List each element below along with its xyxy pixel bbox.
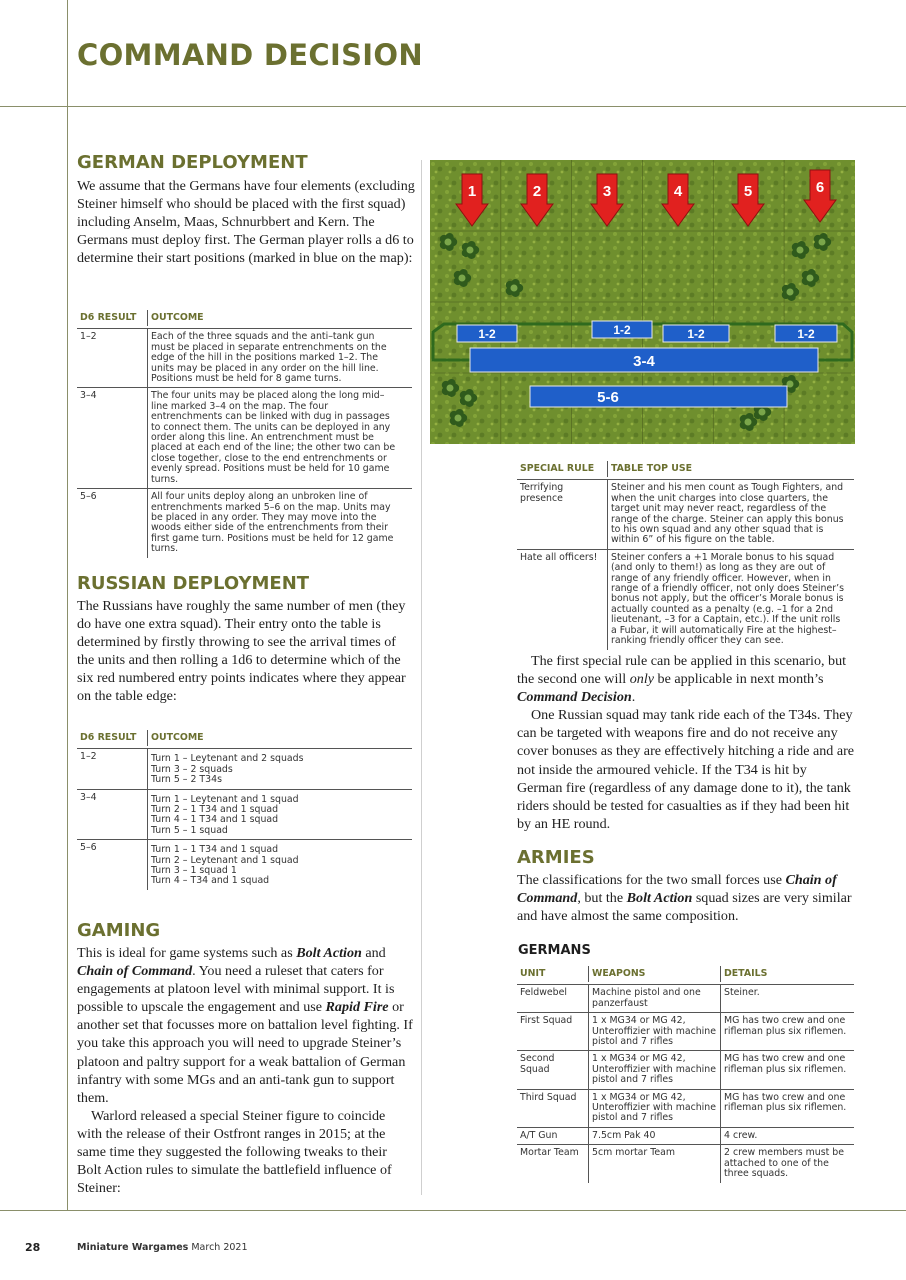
table-cell: Steiner confers a +1 Morale bonus to his squad (and only to them!) as long as they are out of range of any friendly officer. However, when in range of a friendly officer, not only does Steiner’s bonus not apply, but the officer’s Morale bonus is actually counted as a penalty (e.g. –1 for a 2nd lieutenant, –3 for a Captain, etc.). If the unit rolls a Fubar, it will automatically Fire at the highest–ranking friendly officer they can see. (607, 550, 854, 650)
table-header (517, 458, 854, 480)
title-chain-of-command: Chain of Command (77, 963, 193, 980)
table-row (77, 749, 412, 789)
table-cell: 3–4 (80, 791, 97, 803)
russian-deployment-table (77, 727, 412, 890)
table-cell: 5cm mortar Team (588, 1145, 720, 1182)
armies-text (517, 871, 855, 925)
column-header: TABLE TOP USE (607, 461, 854, 477)
table-cell: 4 crew. (720, 1128, 854, 1144)
column-header: OUTCOME (147, 310, 412, 326)
table-cell: Machine pistol and one panzerfaust (588, 985, 720, 1012)
table-cell: Turn 1 – Leytenant and 1 squad Turn 2 – 1 T34 and 1 squad Turn 4 – 1 T34 and 1 squad Turn 5 – 1 squad (147, 790, 412, 840)
column-header: DETAILS (720, 966, 854, 982)
text-run: The classifications for the two small forces use (517, 872, 786, 888)
title-bolt-action: Bolt Action (626, 890, 693, 907)
left-margin-rule (67, 0, 68, 1210)
german-deployment-table (77, 307, 412, 558)
text-run: or another set that focusses more on battalion level fighting. If you take this approach you will need to upgrade Steiner’s platoon and paltry support for a weak battalion of German infantry with some MGs and an anti-tank gun to support them. (77, 999, 413, 1106)
table-row (77, 329, 412, 388)
table-cell: Turn 1 – 1 T34 and 1 squad Turn 2 – Leytenant and 1 squad Turn 3 – 1 squad 1 Turn 4 – T34 and 1 squad (147, 840, 412, 890)
russian-deployment-paragraph: The Russians have roughly the same number of men (they do have one extra squad). Their entry onto the table is determined by firstly throwing to see the arrival times of the units and then rolling a 1d6 to determine which of the six red numbered entry points indicates where they appear on the table edge: (77, 598, 406, 705)
entry-point-label: 6 (815, 179, 825, 196)
gaming-paragraph-2: Warlord released a special Steiner figure to coincide with the release of their Ostfront ranges in 2015; at the same time they suggested the following tweaks to their Bolt Action rules to simulate the battlefield influence of Steiner: (77, 1107, 392, 1197)
gaming-text (77, 944, 413, 1197)
table-cell: 1 x MG34 or MG 42, Unteroffizier with machine pistol and 7 rifles (588, 1090, 720, 1127)
table-cell: 3–4 (80, 390, 97, 402)
table-header (77, 727, 412, 749)
german-deployment-paragraph: We assume that the Germans have four elements (excluding Steiner himself who should be placed with the first squad) including Anselm, Maas, Schnurbbert and Kern. The Germans must deploy first. The German player rolls a d6 to determine their start positions (marked in blue on the map): (77, 178, 415, 267)
magazine-name: Miniature Wargames (77, 1242, 189, 1253)
table-cell: MG has two crew and one rifleman plus six riflemen. (720, 1013, 854, 1050)
german-deployment-heading: GERMAN DEPLOYMENT (77, 152, 308, 173)
table-header (77, 307, 412, 329)
table-cell: Hate all officers! (520, 551, 598, 563)
page-number: 28 (25, 1241, 41, 1254)
hill-position-label: 1-2 (687, 327, 705, 341)
table-row (517, 1013, 854, 1051)
title-bolt-action: Bolt Action (296, 945, 362, 961)
table-cell: 1–2 (80, 751, 97, 763)
table-cell: Steiner. (720, 985, 854, 1012)
column-header: OUTCOME (147, 730, 412, 746)
lower-zone-label: 5-6 (597, 389, 619, 406)
column-header: D6 RESULT (80, 312, 137, 323)
column-header: UNIT (520, 968, 546, 979)
column-header: SPECIAL RULE (520, 463, 595, 474)
armies-paragraph (517, 871, 855, 925)
battlefield-map (430, 160, 855, 444)
text-run: be applicable in next month’s (654, 671, 824, 688)
table-row (77, 489, 412, 557)
lower-zone (530, 386, 787, 407)
table-cell: All four units deploy along an unbroken line of entrenchments marked 5–6 on the map. Units may be placed in any order. They may move into the woods either side of the entrenchments from their first game turn. Positions must be held for 12 game turns. (147, 489, 412, 557)
armies-heading: ARMIES (517, 847, 595, 868)
tank-ride-paragraph: One Russian squad may tank ride each of the T34s. They can be targeted with weapons fire and do not receive any cover bonuses as they are effectively hitching a ride and are not inside the armoured vehicle. If the T34 is hit by German fire (regardless of any damage done to it), the tank riders should be tested for casualties as if they had been hit by an HE round. (517, 707, 855, 832)
special-rule-paragraph (517, 652, 855, 706)
title-rapid-fire: Rapid Fire (325, 999, 389, 1016)
table-header (517, 963, 854, 985)
table-cell: Steiner and his men count as Tough Fighters, and when the unit charges into close quarters, the target unit may never react, regardless of the range of the charge. Steiner can apply this bonus to his own squad and any other squad that is within 6” of his figure on the table. (607, 480, 854, 548)
table-cell: Second Squad (520, 1053, 555, 1075)
text-run: , but the (577, 890, 627, 907)
emphasis-only: only (629, 671, 654, 688)
right-column-text (517, 652, 855, 833)
table-cell: Each of the three squads and the anti–tank gun must be placed in separate entrenchments on the edge of the hill in the positions marked 1–2. The units may be placed in any order on the hill line. Positions must be held for 8 game turns. (147, 329, 412, 387)
table-row (517, 1090, 854, 1128)
german-deployment-text (77, 177, 415, 267)
hill-position-label: 1-2 (613, 323, 631, 337)
gaming-heading: GAMING (77, 920, 161, 941)
title-chain-of-command: Chain of Command (517, 872, 837, 907)
table-row (77, 840, 412, 890)
table-cell: 5–6 (80, 491, 97, 503)
title-command-decision: Command Decision (517, 689, 632, 706)
header-rule (0, 106, 906, 107)
text-run: squad sizes are very similar and have almost the same composition. (517, 890, 852, 925)
table-row (517, 1145, 854, 1182)
entry-point-label: 5 (743, 183, 753, 200)
table-row (77, 790, 412, 841)
page-title: COMMAND DECISION (77, 38, 423, 72)
magazine-credit (77, 1242, 248, 1253)
table-cell: Third Squad (520, 1091, 577, 1103)
germans-table (517, 963, 854, 1183)
column-divider (421, 160, 422, 1195)
text-run: The first special rule can be applied in this scenario, but the second one will (517, 653, 847, 688)
issue-date: March 2021 (191, 1242, 248, 1253)
entry-point-label: 4 (673, 183, 683, 200)
text-run: and (361, 945, 386, 961)
table-cell: First Squad (520, 1015, 573, 1027)
table-cell: 1 x MG34 or MG 42, Unteroffizier with machine pistol and 7 rifles (588, 1051, 720, 1088)
table-row (517, 985, 854, 1013)
table-cell: Mortar Team (520, 1147, 579, 1159)
table-cell: Feldwebel (520, 987, 567, 999)
special-rules-table (517, 458, 854, 650)
column-header: D6 RESULT (80, 732, 137, 743)
table-row (517, 550, 854, 650)
russian-deployment-text (77, 597, 415, 706)
table-row (517, 1128, 854, 1145)
hill-position-label: 1-2 (797, 327, 815, 341)
table-cell: 2 crew members must be attached to one of the three squads. (720, 1145, 854, 1182)
russian-deployment-heading: RUSSIAN DEPLOYMENT (77, 573, 310, 594)
column-header: WEAPONS (588, 966, 720, 982)
table-cell: 1–2 (80, 331, 97, 343)
entry-point-label: 1 (467, 183, 477, 200)
footer-rule (0, 1210, 906, 1211)
table-cell: 7.5cm Pak 40 (588, 1128, 720, 1144)
table-cell: MG has two crew and one rifleman plus six riflemen. (720, 1051, 854, 1088)
table-row (517, 480, 854, 549)
table-row (77, 388, 412, 489)
table-row (517, 1051, 854, 1089)
table-cell: MG has two crew and one rifleman plus six riflemen. (720, 1090, 854, 1127)
gaming-paragraph-1 (77, 944, 413, 1107)
text-run: . You need a ruleset that caters for engagements at platoon level with minimal support. It is possible to upscale the engagement and use (77, 963, 395, 1016)
entry-point-label: 2 (532, 183, 542, 200)
table-cell: 1 x MG34 or MG 42, Unteroffizier with machine pistol and 7 rifles (588, 1013, 720, 1050)
text-run: . (631, 689, 636, 706)
table-cell: Terrifying presence (520, 482, 564, 504)
table-cell: A/T Gun (520, 1129, 558, 1141)
midline-label: 3-4 (633, 353, 655, 370)
table-cell: Turn 1 – Leytenant and 2 squads Turn 3 – 2 squads Turn 5 – 2 T34s (147, 749, 412, 788)
hill-position-label: 1-2 (478, 327, 496, 341)
entry-point-label: 3 (602, 183, 612, 200)
germans-heading: GERMANS (518, 943, 591, 958)
text-run: This is ideal for game systems such as (77, 945, 297, 961)
table-cell: 5–6 (80, 842, 97, 854)
table-cell: The four units may be placed along the long mid–line marked 3–4 on the map. The four entrenchments can be linked with dug in passages to connect them. The units can be deployed in any order along this line. An entrenchment must be placed at each end of the line; the other two can be close together, close to the end entrenchments or evenly spread. Positions must be held for 10 game turns. (147, 388, 412, 488)
